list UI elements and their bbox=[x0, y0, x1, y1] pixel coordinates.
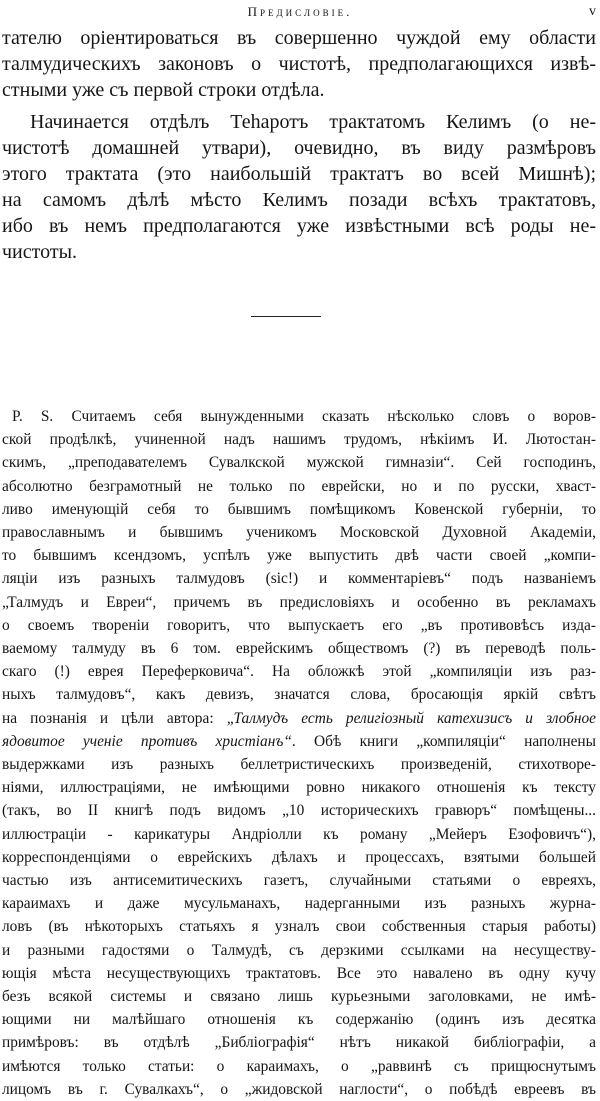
main-text-line: чистоты. bbox=[2, 241, 78, 263]
footnote-text: . Обѣ книги „компиляціи“ наполнены bbox=[291, 732, 596, 750]
motto-quote-part2: ядовитое ученіе противъ христіанъ“ bbox=[2, 732, 292, 750]
footnote-line: „Талмудъ и Евреи“, причемъ въ предисловіяхъ и особенно въ рекламахъ bbox=[2, 593, 596, 611]
footnote-ps bbox=[2, 405, 596, 1101]
running-title: Предисловіе. bbox=[247, 4, 353, 19]
footnote-line: ніями, иллюстраціями, не имѣющими ровно никакого отношенія къ тексту bbox=[2, 779, 596, 797]
footnote-line: корреспонденціями о еврейскихъ дѣлахъ и процессахъ, взятыми большей bbox=[2, 848, 596, 866]
footnote-line: (такъ, во II книгѣ подъ видомъ „10 историческихъ гравюръ“ помѣщены... bbox=[2, 802, 596, 820]
footnote-line: караимахъ и даже мусульманахъ, надерганными изъ разныхъ журна- bbox=[2, 895, 596, 913]
footnote-line: абсолютно безграмотный не только по еврейски, но и по русски, хваст- bbox=[2, 477, 596, 495]
main-text-line: стными уже съ первой строки отдѣла. bbox=[2, 79, 325, 101]
footnote-line: ской продѣлкѣ, учиненной надъ нашимъ трудомъ, нѣкіимъ И. Лютостан- bbox=[2, 431, 596, 449]
footnote-line: скимъ, „преподавателемъ Сувалкской мужской гимназіи“. Сей господинъ, bbox=[2, 454, 596, 472]
footnote-line: лицомъ въ г. Сувалкахъ“, о „жидовской наглости“, о побѣдѣ евреевъ въ bbox=[2, 1080, 596, 1098]
footnote-line: то бывшимъ ксендзомъ, успѣлъ уже выпустить двѣ части своей „компи- bbox=[2, 547, 596, 565]
footnote-line: православнымъ и бывшимъ ученикомъ Московской Духовной Академіи, bbox=[2, 524, 596, 542]
footnote-line: ловъ (въ нѣкоторыхъ статьяхъ я узналъ свои собственныя старыя работы) bbox=[2, 918, 596, 936]
footnote-line: частью изъ антисемитическихъ газетъ, случайными статьями о евреяхъ, bbox=[2, 872, 596, 890]
section-separator bbox=[251, 316, 321, 317]
page-header bbox=[0, 4, 600, 22]
footnote-line: о своемъ твореніи говоритъ, что выпускаетъ его „въ противовѣсъ изда- bbox=[2, 616, 596, 634]
footnote-line bbox=[2, 730, 596, 753]
main-text bbox=[2, 25, 596, 265]
footnote-line: ляціи изъ разныхъ талмудовъ (sic!) и комментаріевъ“ подъ названіемъ bbox=[2, 570, 596, 588]
footnote-line: ныхъ талмудовъ“, какъ девизъ, значатся слова, бросающія яркій свѣтъ bbox=[2, 686, 596, 704]
footnote-line bbox=[2, 707, 596, 730]
main-text-line: этого трактата (это наибольшій трактатъ во всей Мишнѣ); bbox=[2, 163, 596, 185]
main-text-line: ибо въ немъ предполагаются уже извѣстными всѣ роды не- bbox=[2, 215, 596, 237]
motto-quote-part1: „Талмудъ есть религіозный катехизисъ и злобное bbox=[226, 709, 596, 727]
main-text-line: талмудическихъ законовъ о чистотѣ, предполагающихся извѣ- bbox=[2, 53, 596, 75]
footnote-line: выдержками изъ разныхъ беллетристическихъ произведеній, стихотворе- bbox=[2, 756, 596, 774]
main-text-line: тателю оріентироваться въ совершенно чуждой ему области bbox=[2, 27, 596, 49]
main-text-line: Начинается отдѣлъ Теhаротъ трактатомъ Келимъ (о не- bbox=[30, 111, 596, 133]
footnote-line: и разными гадостями о Талмудѣ, съ дерзкими ссылками на несуществу- bbox=[2, 941, 596, 959]
footnote-line: P. S. Считаемъ себя вынужденными сказать нѣсколько словъ о воров- bbox=[12, 408, 596, 425]
page-number: v bbox=[589, 4, 596, 19]
footnote-line: имѣются только статьи: о караимахъ, о „раввинѣ съ прищюснутымъ bbox=[2, 1057, 596, 1075]
footnote-line: ющія мѣста несуществующихъ трактатовъ. Все это навалено въ одну кучу bbox=[2, 964, 596, 982]
footnote-line: иллюстраціи - карикатуры Андріолли къ роману „Мейеръ Езофовичъ“), bbox=[2, 825, 596, 843]
footnote-text: на познанія и цѣли автора: bbox=[2, 709, 214, 727]
footnote-line: ваемому талмуду въ 6 том. еврейскимъ обществомъ (?) въ переводѣ поль- bbox=[2, 640, 596, 658]
footnote-line: примѣровъ: въ отдѣлѣ „Библіографія“ нѣтъ никакой библіографіи, а bbox=[2, 1034, 596, 1052]
main-text-line: на самомъ дѣлѣ мѣсто Келимъ позади всѣхъ трактатовъ, bbox=[2, 189, 596, 211]
footnote-line: безъ всякой системы и связано лишь курьезными заголовками, не имѣ- bbox=[2, 988, 596, 1006]
footnote-line: ющими ни малѣйшаго отношенія къ содержанію (одинъ изъ десятка bbox=[2, 1011, 596, 1029]
footnote-line: скаго (!) еврея Переферковича“. На обложкѣ этой „компиляціи изъ раз- bbox=[2, 663, 596, 681]
footnote-line: ливо именующій себя то бывшимъ помѣщикомъ Ковенской губерніи, то bbox=[2, 500, 596, 518]
main-text-line: чистотѣ домашней утвари), очевидно, въ виду размѣровъ bbox=[2, 137, 596, 159]
